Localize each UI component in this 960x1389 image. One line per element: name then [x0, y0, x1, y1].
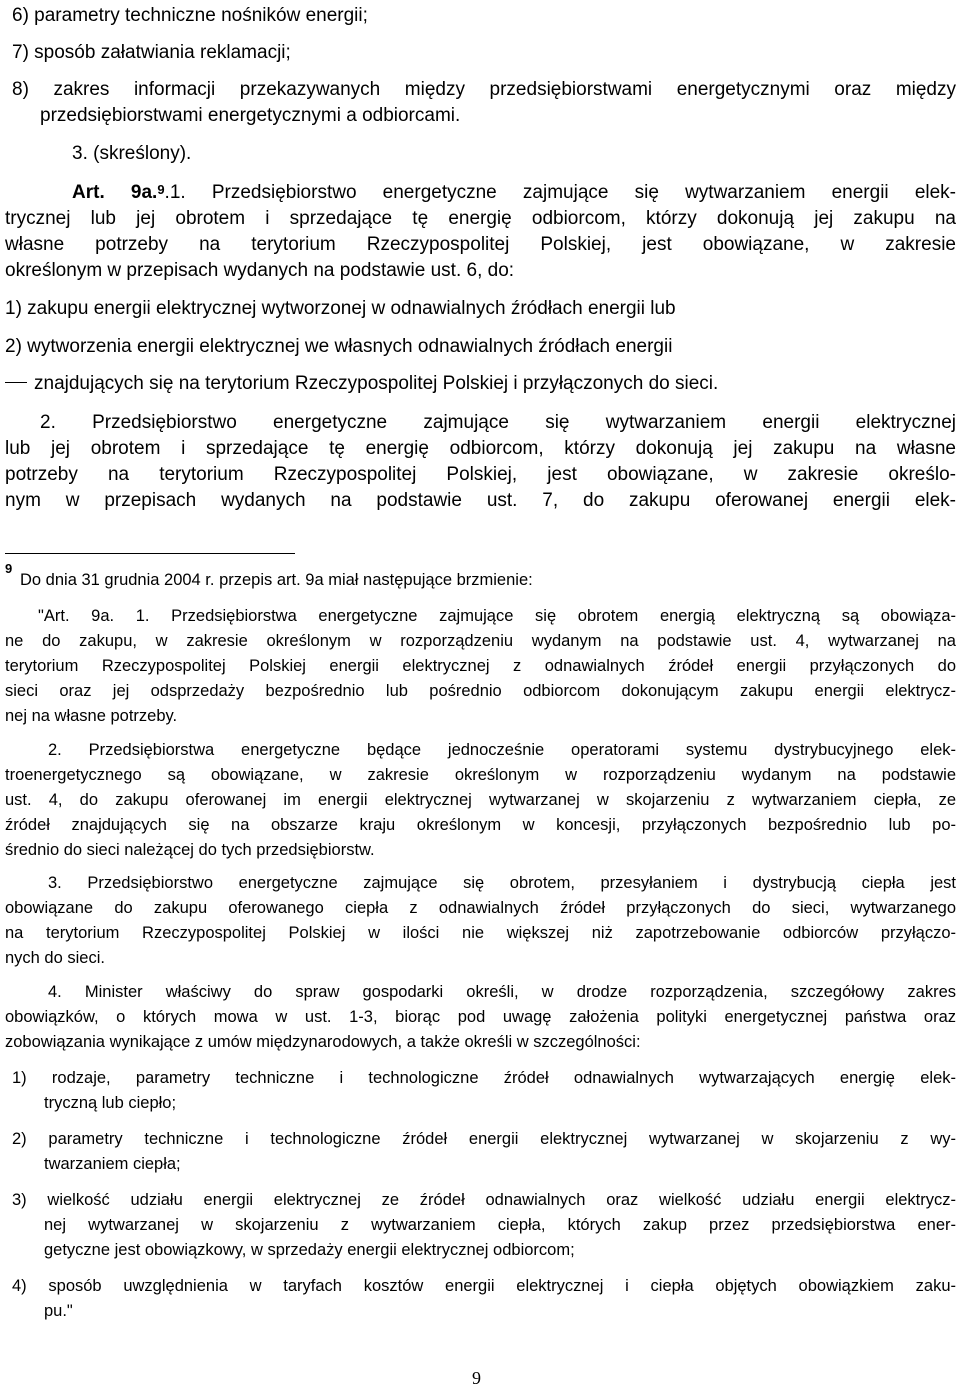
footnote-item-3-line-2: nej wytwarzanej w skojarzeniu z wytwarzaniem ciepła, których zakup przez przedsiębiorstwa ener-: [44, 1216, 956, 1234]
list-item-7: 7) sposób załatwiania reklamacji;: [12, 42, 291, 63]
footnote-art-2-line-5: średnio do sieci należącej do tych przedsiębiorstw.: [5, 841, 375, 859]
list-item-6: 6) parametry techniczne nośników energii;: [12, 5, 368, 26]
section-2-line-2: lub jej obrotem i sprzedające tę energię odbiorcom, którzy dokonują jej zakupu na własne: [5, 438, 956, 459]
footnote-art-3-line-2: obowiązane do zakupu oferowanego ciepła z odnawialnych źródeł przyłączonych do sieci, wytwarzanego: [5, 899, 956, 917]
point-tail: [5, 371, 718, 397]
footnote-reference: 9: [157, 182, 165, 197]
footnote-item-2-line-2: twarzaniem ciepła;: [44, 1155, 181, 1173]
article-9a-line-2: trycznej lub jej obrotem i sprzedające tę energię odbiorcom, którzy dokonują jej zakupu na: [5, 208, 956, 229]
article-9a-line-3: własne potrzeby na terytorium Rzeczypospolitej Polskiej, jest obowiązane, w zakresie: [5, 234, 956, 255]
footnote-art-3-line-3: na terytorium Rzeczypospolitej Polskiej w ilości nie większej niż zapotrzebowanie odbiorców przyłączo-: [5, 924, 956, 942]
footnote-art-3-line-4: nych do sieci.: [5, 949, 105, 967]
section-2-line-1: 2. Przedsiębiorstwo energetyczne zajmujące się wytwarzaniem energii elektrycznej: [40, 412, 956, 433]
footnote-art-2-line-1: 2. Przedsiębiorstwa energetyczne będące jednocześnie operatorami systemu dystrybucyjnego elek-: [48, 741, 956, 759]
article-9a-line-1: [72, 180, 956, 207]
article-9a-line-4: określonym w przepisach wydanych na podstawie ust. 6, do:: [5, 260, 515, 281]
footnote-art-2-line-4: źródeł znajdujących się na obszarze kraju określonym w koncesji, przyłączonych bezpośrednio lub po-: [5, 816, 956, 834]
footnote-item-4-line-2: pu.": [44, 1302, 73, 1320]
page-number: 9: [472, 1368, 481, 1388]
footnote-item-3-line-1: 3) wielkość udziału energii elektrycznej ze źródeł odnawialnych oraz wielkość udziału energii elektrycz-: [12, 1191, 956, 1209]
footnote-item-1-line-1: 1) rodzaje, parametry techniczne i technologiczne źródeł odnawialnych wytwarzających energię elek-: [12, 1069, 956, 1087]
footnote-item-4-line-1: 4) sposób uwzględnienia w taryfach kosztów energii elektrycznej i ciepła objętych obowiązkiem zaku-: [12, 1277, 956, 1295]
list-item-8-line-2: przedsiębiorstwami energetycznymi a odbiorcami.: [40, 105, 461, 126]
footnote-art-1-line-3: terytorium Rzeczypospolitej Polskiej energii elektrycznej z odnawialnych źródeł energii przyłączonych do: [5, 657, 956, 675]
paragraph-3-deleted: 3. (skreślony).: [72, 143, 192, 164]
footnote-art-4-line-2: obowiązków, o których mowa w ust. 1-3, biorąc pod uwagę założenia polityki energetycznej państwa oraz: [5, 1008, 956, 1026]
footnote-art-1-line-1: "Art. 9a. 1. Przedsiębiorstwa energetyczne zajmujące się obrotem energią elektryczną są obowiąza-: [38, 607, 956, 625]
footnote-item-1-line-2: tryczną lub ciepło;: [44, 1094, 177, 1112]
section-2-line-4: nym w przepisach wydanych na podstawie ust. 7, do zakupu oferowanej energii elek-: [5, 490, 956, 511]
point-2: 2) wytworzenia energii elektrycznej we własnych odnawialnych źródłach energii: [5, 336, 673, 357]
footnote-art-1-line-4: sieci oraz jej odsprzedaży bezpośrednio lub pośrednio odbiorcom dokonującym zakupu energii elektrycz-: [5, 682, 956, 700]
point-1: 1) zakupu energii elektrycznej wytworzonej w odnawialnych źródłach energii lub: [5, 298, 676, 319]
footnote-art-4-line-3: zobowiązania wynikające z umów międzynarodowych, a także określi w szczególności:: [5, 1033, 641, 1051]
footnote-separator: [5, 553, 295, 554]
footnote-item-3-line-3: getyczne jest obowiązkowy, w sprzedaży energii elektrycznej odbiorcom;: [44, 1241, 575, 1259]
footnote-art-3-line-1: 3. Przedsiębiorstwo energetyczne zajmujące się obrotem, przesyłaniem i dystrybucją ciepła jest: [48, 874, 956, 892]
footnote-intro: Do dnia 31 grudnia 2004 r. przepis art. 9a miał następujące brzmienie:: [20, 571, 533, 589]
footnote-art-2-line-2: troenergetycznego są obowiązane, w zakresie określonym w rozporządzeniu wydanym na podstawie: [5, 766, 956, 784]
footnote-item-2-line-1: 2) parametry techniczne i technologiczne źródeł energii elektrycznej wytwarzanej w skojarzeniu z wy-: [12, 1130, 956, 1148]
footnote-art-4-line-1: 4. Minister właściwy do spraw gospodarki określi, w drodze rozporządzenia, szczegółowy zakres: [48, 983, 956, 1001]
footnote-art-2-line-3: ust. 4, do zakupu oferowanej im energii elektrycznej wytwarzanej w skojarzeniu z wytwarzaniem ciepła, ze: [5, 791, 956, 809]
section-2-line-3: potrzeby na terytorium Rzeczypospolitej Polskiej, jest obowiązane, w zakresie określo-: [5, 464, 956, 485]
point-tail-text: znajdujących się na terytorium Rzeczypospolitej Polskiej i przyłączonych do sieci.: [34, 373, 719, 394]
article-9a-text: .1. Przedsiębiorstwo energetyczne zajmujące się wytwarzaniem energii elek-: [164, 182, 956, 203]
footnote-marker: 9: [5, 561, 13, 576]
list-item-8-line-1: 8) zakres informacji przekazywanych między przedsiębiorstwami energetycznymi oraz między: [12, 79, 956, 100]
article-label: Art. 9a.: [72, 182, 158, 203]
em-dash-rule: [5, 382, 27, 383]
footnote-art-1-line-2: ne do zakupu, w zakresie określonym w rozporządzeniu wydanym na podstawie ust. 4, wytwarzanej na: [5, 632, 956, 650]
footnote-art-1-line-5: nej na własne potrzeby.: [5, 707, 178, 725]
